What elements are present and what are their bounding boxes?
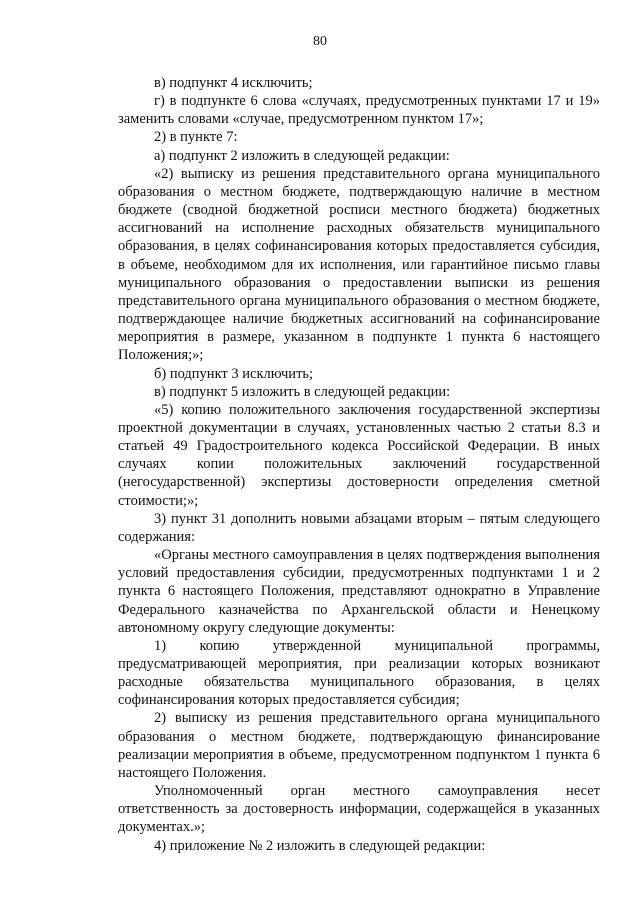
paragraph: «Органы местного самоуправления в целях подтверждения выполнения условий предоставления субсидии, предусмотренных подпунктами 1 и 2 пункта 6 настоящего Положения, представляют однократно в Управление Федерального казначейства по Архангельской области и Ненецкому автономному округу следующие документы: — [118, 547, 600, 636]
paragraph: 4) приложение № 2 изложить в следующей редакции: — [154, 837, 486, 854]
paragraph: в) подпункт 5 изложить в следующей редакции: — [154, 383, 451, 400]
paragraph: в) подпункт 4 исключить; — [154, 75, 313, 91]
paragraph: б) подпункт 3 исключить; — [154, 365, 314, 382]
paragraph: а) подпункт 2 изложить в следующей редакции: — [154, 147, 450, 164]
paragraph: 1) копию утвержденной муниципальной программы, предусматривающей мероприятия, при реализации которых возникают расходные обязательства муниципального образования, в целях софинансирования которых предоставляется субсидия; — [118, 637, 600, 709]
paragraph: «2) выписку из решения представительного органа муниципального образования о местном бюджете, подтверждающую наличие в местном бюджете (сводной бюджетной росписи местного бюджета) бюджетных ассигнований на исполнение расходных обязательств муниципального образования, в целях софинансирования которых предоставляется субсидия, в объеме, необходимом для их исполнения, или гарантийное письмо главы муниципального образования о предоставлении выписки из решения представительного органа муниципального образования о местном бюджете, подтверждающее наличие бюджетных ассигнований на софинансирование мероприятия в размере, указанном в подпункте 1 пункта 6 настоящего Положения;»; — [118, 165, 600, 364]
page-number: 80 — [313, 34, 327, 49]
paragraph: 3) пункт 31 дополнить новыми абзацами вторым – пятым следующего содержания: — [118, 510, 600, 545]
paragraph: г) в подпункте 6 слова «случаях, предусмотренных пунктами 17 и 19» заменить словами «случае, предусмотренном пунктом 17»; — [118, 93, 600, 128]
paragraph: Уполномоченный орган местного самоуправления несет ответственность за достоверность информации, содержащейся в указанных документах.»; — [118, 783, 600, 836]
paragraph: 2) в пункте 7: — [154, 129, 238, 146]
document-body — [118, 74, 600, 855]
paragraph: «5) копию положительного заключения государственной экспертизы проектной документации в случаях, установленных частью 2 статьи 8.3 и статьей 49 Градостроительного кодекса Российской Федерации. В иных случаях копии положительных заключений государственной (негосударственной) экспертизы достоверности определения сметной стоимости;»; — [118, 401, 600, 509]
paragraph: 2) выписку из решения представительного органа муниципального образования о местном бюджете, подтверждающую финансирование реализации мероприятия в объеме, предусмотренном подпунктом 1 пункта 6 настоящего Положения. — [118, 710, 600, 781]
